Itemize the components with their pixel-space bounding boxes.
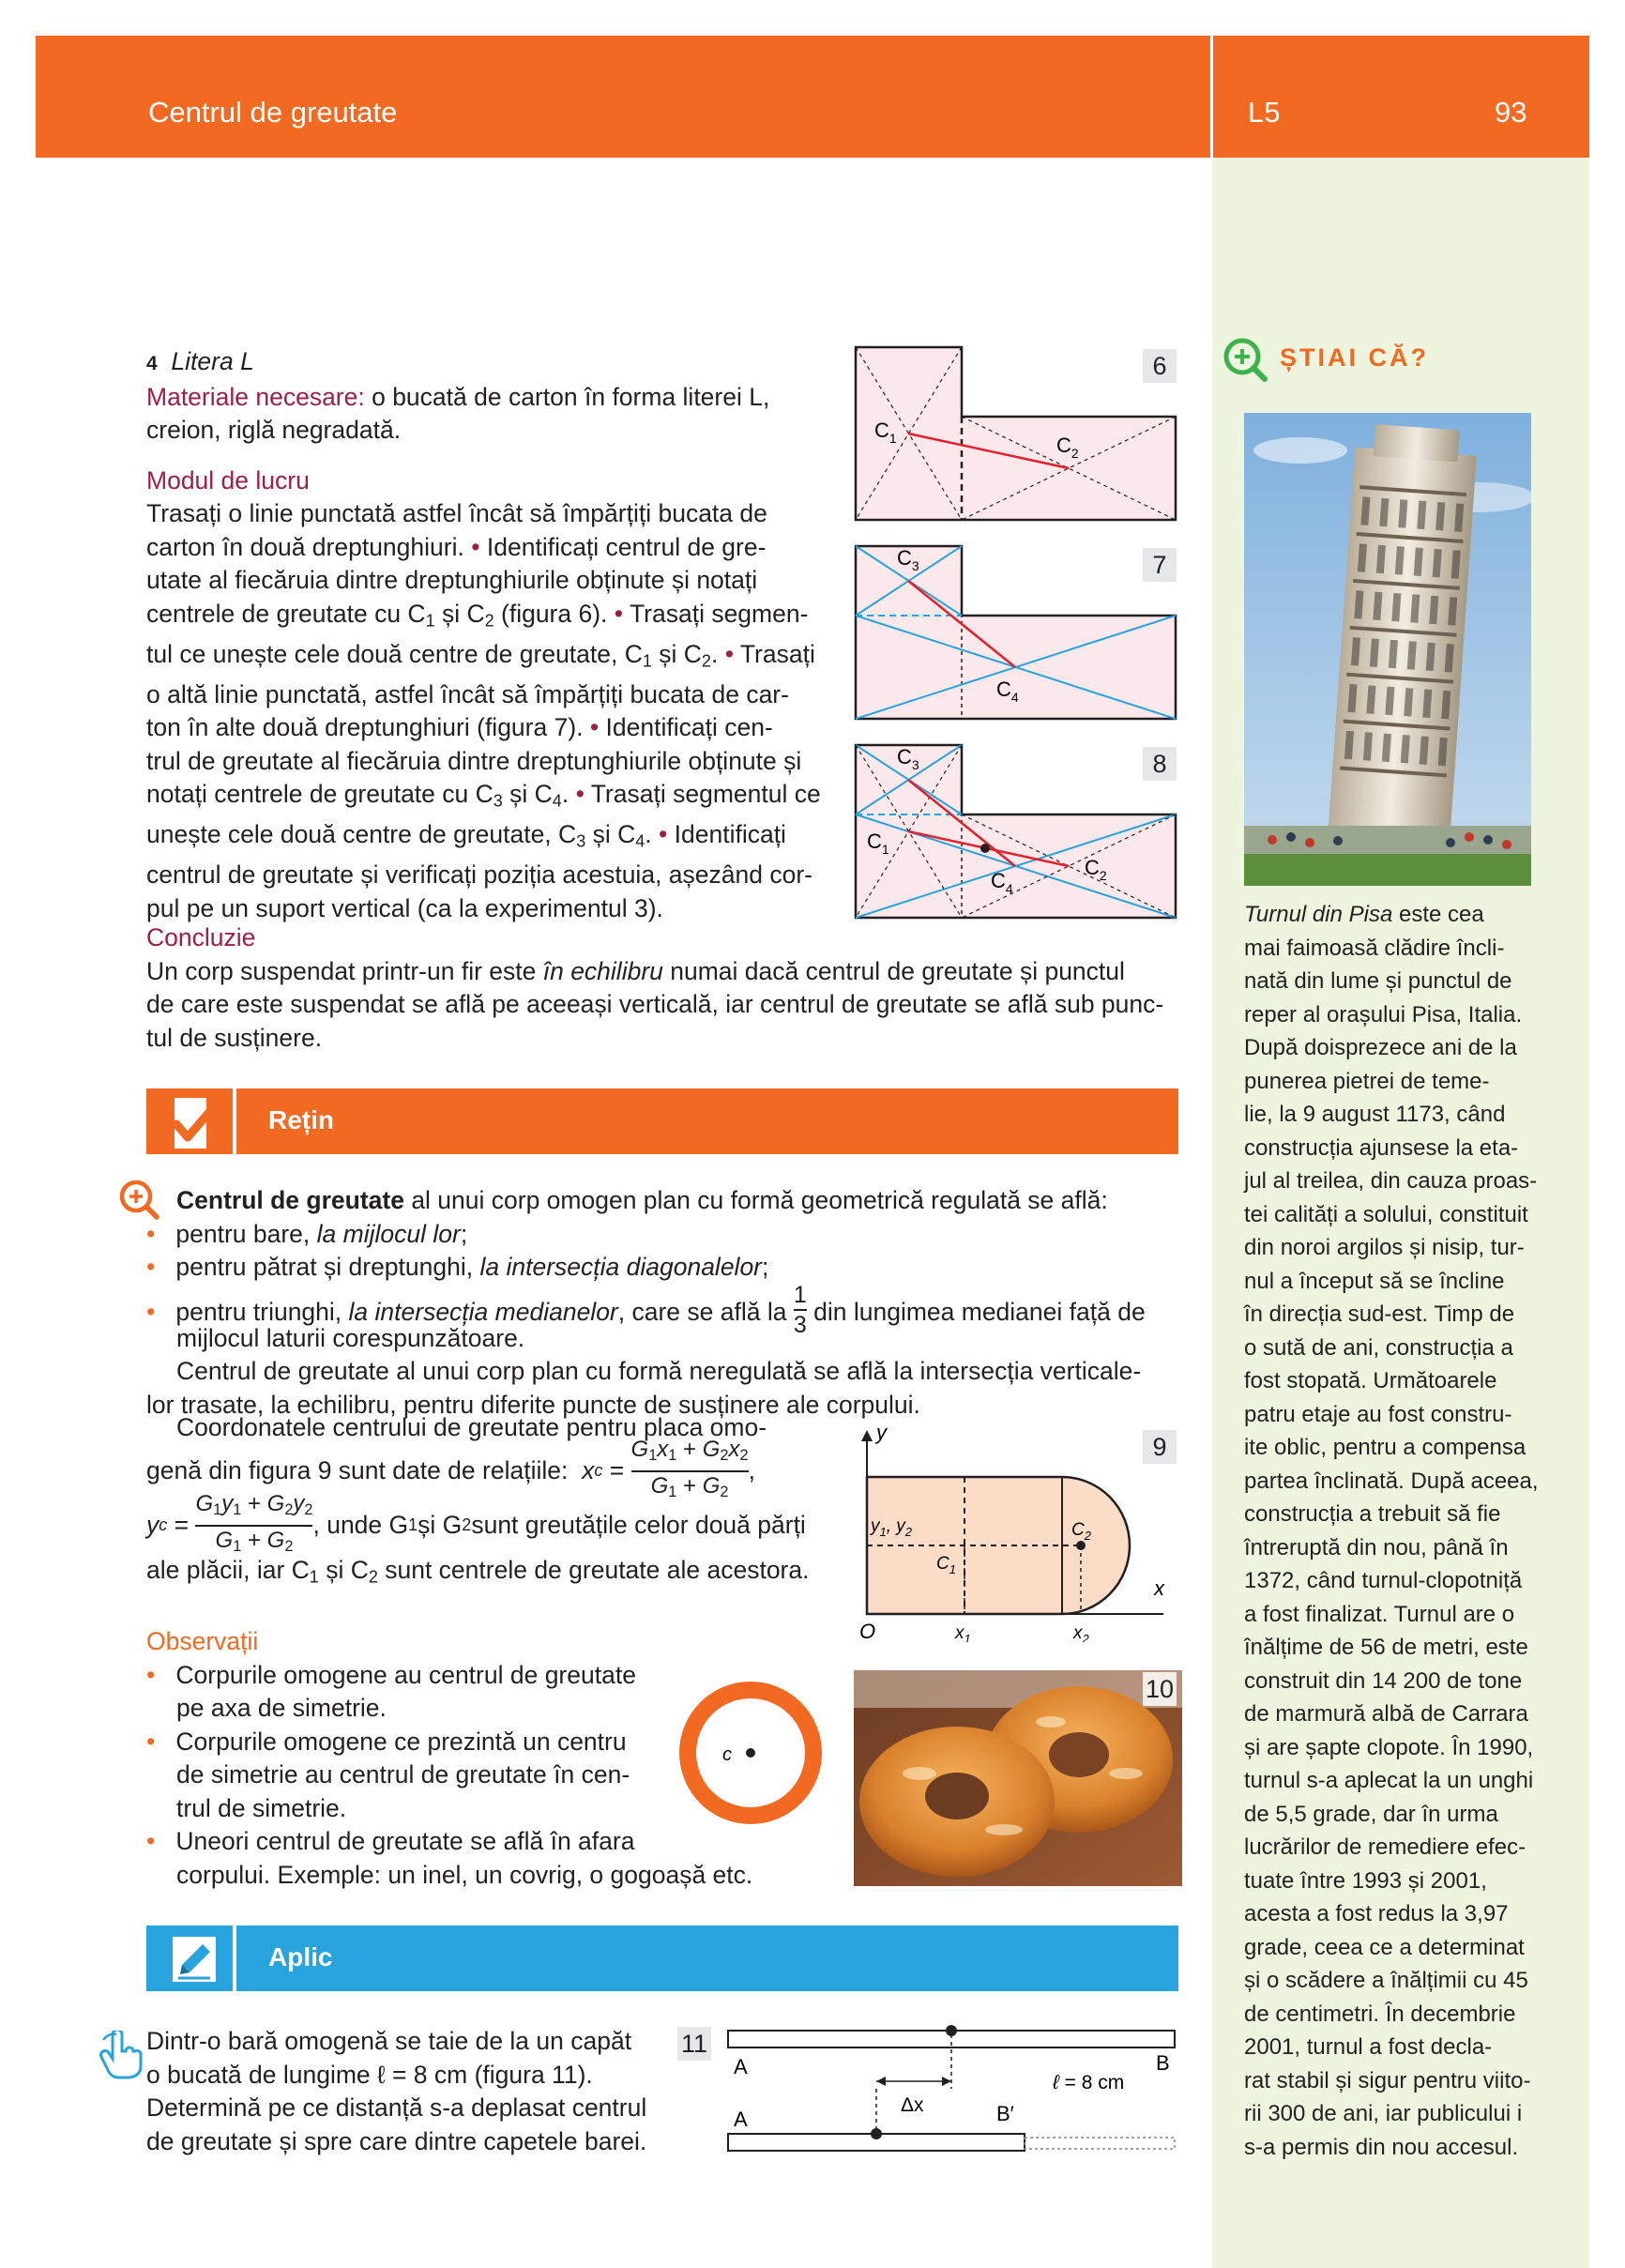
header-separator	[1210, 36, 1213, 158]
caption-line: reper al orașului Pisa, Italia.	[1244, 1001, 1523, 1027]
ring-figure	[676, 1678, 826, 1828]
caption-line: acesta a fost redus la 3,97	[1244, 1901, 1509, 1926]
conclusion-line-3: tul de susținere.	[146, 1023, 323, 1052]
method-line-7: ton în alte două dreptunghiuri (figura 7). • Identificați cen-	[146, 713, 773, 741]
caption-line: jul al treilea, din cauza proas-	[1244, 1168, 1538, 1194]
svg-text:A: A	[734, 2108, 748, 2131]
caption-line: construcția ajunsese la eta-	[1244, 1134, 1519, 1161]
method-line-8: trul de greutate al fiecăruia dintre dreptunghiurile obținute și	[146, 746, 802, 775]
svg-text:ℓ = 8 cm: ℓ = 8 cm	[1053, 2072, 1125, 2093]
caption-line: Turnul din Pisa este cea	[1244, 902, 1484, 927]
caption-line: 2001, turnul a fost decla-	[1244, 2034, 1493, 2060]
caption-line: turnul s-a aplecat la un unghi	[1244, 1768, 1534, 1793]
caption-line: în direcția sud-est. Timp de	[1244, 1301, 1515, 1327]
pencil-icon	[171, 1935, 218, 1984]
caption-line: construcția a trebuit să fie	[1244, 1501, 1501, 1527]
caption-line: înălțime de 56 de metri, este	[1244, 1635, 1528, 1660]
materials-text-2: creion, riglă negradată.	[146, 416, 402, 444]
caption-line: După doisprezece ani de la	[1244, 1035, 1517, 1060]
method-line-1: Trasați o linie punctată astfel încât să împărțiți bucata de	[146, 499, 767, 527]
method-line-2: carton în două dreptunghiuri. • Identificați centrul de gre-	[146, 532, 767, 561]
materials-text: o bucată de carton în forma literei L,	[364, 382, 770, 411]
pisa-tower-photo	[1244, 413, 1531, 886]
method-line-12: pul pe un suport vertical (ca la experimentul 3).	[146, 893, 663, 922]
caption-line: partea înclinată. După aceea,	[1244, 1468, 1539, 1494]
figure-number-11: 11	[677, 2027, 711, 2061]
svg-text:c: c	[722, 1744, 732, 1765]
caption-line: construit din 14 200 de tone	[1244, 1667, 1523, 1694]
figure-7	[856, 546, 1176, 719]
figure-11	[724, 2017, 1184, 2168]
caption-line: nul a început să se încline	[1244, 1268, 1505, 1294]
formula-paragraph: Coordonatele centrului de greutate pentru placa omo- genă din figura 9 sunt date de relațiile: x c = $\frac{G_1x_1 + G_2x_2}{G_1 + G_2}$ , y c = $\frac{G_1y_1 + G_2y_2}{G_1 + G_2}$ , unde G 1 și G 2 sunt greutățile celor două părți ale plăcii, iar $C_1$ și $C_2$ sunt centrele de greutate ale acestora.	[146, 1413, 810, 1586]
svg-text:C4: $C_4$	[996, 677, 1019, 705]
method-title: Modul de lucru	[146, 465, 310, 495]
caption-line: grade, ceea ce a determinat	[1244, 1934, 1525, 1960]
svg-text:C1: $C_1$	[874, 419, 897, 446]
section-4	[146, 345, 831, 925]
retin-content: Centrul de greutate al unui corp omogen plan cu formă geometrică regulată se află: • pentru bare, la mijlocul lor; • pentru pătrat și dreptunghi, la intersecția diagonalelor; • pentru triunghi, la intersecția medianelor, care se află la $\frac{1}{3}$ din lungimea medianei față de mijlocul laturii corespunzătoare. Centrul de greutate al unui corp plan cu formă neregulată se află la intersecția verticale- lor trasate, la echilibru, pentru diferite puncte de susținere ale corpului.	[146, 1186, 1146, 1419]
caption-line: 1372, când turnul-clopotniță	[1244, 1568, 1523, 1593]
pisa-caption	[1244, 898, 1563, 2164]
svg-text:C2: $C_2$	[1056, 434, 1079, 461]
figure-8	[856, 745, 1176, 918]
figure-number-7: 7	[1143, 548, 1177, 582]
figure-number-6: 6	[1143, 349, 1177, 383]
svg-text:C2: $C_2$	[1071, 1520, 1091, 1543]
svg-text:C2: $C_2$	[1085, 856, 1107, 883]
conclusion-line-2: de care este suspendat se află pe aceeași verticală, iar centrul de greutate se află sub punc-	[146, 990, 1164, 1018]
caption-line: din noroi argilos și nisip, tur-	[1244, 1235, 1525, 1260]
method-line-5: tul ce unește cele două centre de greutate, $C_1$ și $C_2$. • Trasați	[146, 639, 815, 670]
svg-text:Δx: Δx	[901, 2094, 924, 2116]
caption-line: punerea pietrei de teme-	[1244, 1068, 1490, 1094]
svg-text:B′: B′	[996, 2102, 1014, 2125]
figures-6-7-8	[854, 343, 1182, 925]
caption-line: o sută de ani, construcția a	[1244, 1334, 1513, 1361]
svg-text:x: x	[1154, 1576, 1164, 1600]
figure-number-10: 10	[1143, 1672, 1177, 1706]
page-header	[36, 36, 1589, 158]
figure-6	[856, 347, 1176, 520]
svg-text:x2: $x_2$	[1073, 1623, 1089, 1642]
method-line-11: centrul de greutate și verificați poziția acestuia, așezând cor-	[146, 860, 812, 889]
svg-text:C3: $C_3$	[897, 745, 919, 772]
caption-line: nată din lume și punctul de	[1244, 968, 1512, 994]
method-line-10: unește cele două centre de greutate, $C_3$ și $C_4$. • Identificați	[146, 820, 786, 851]
section-number: 4	[146, 353, 158, 374]
svg-text:B: B	[1156, 2051, 1170, 2075]
caption-line: de 5,5 grade, dar în urma	[1244, 1801, 1498, 1827]
page-number: 93	[1495, 96, 1527, 129]
svg-text:C3: $C_3$	[897, 546, 919, 573]
svg-text:y1, y2: $y_1$, $y_2$	[871, 1516, 913, 1539]
caption-line: lucrărilor de remediere efec-	[1244, 1834, 1526, 1860]
caption-line: de marmură albă de Carrara	[1244, 1701, 1528, 1727]
caption-line: rii 300 de ani, iar publicului i	[1244, 2101, 1523, 2126]
caption-line: de centimetri. În decembrie	[1244, 2001, 1516, 2027]
chapter-title: Centrul de greutate	[148, 96, 398, 129]
caption-line: lie, la 9 august 1173, când	[1244, 1102, 1506, 1127]
did-you-know-title: ȘTIAI CĂ?	[1280, 343, 1429, 372]
svg-text:A: A	[734, 2055, 748, 2078]
svg-text:C1: $C_1$	[867, 830, 889, 857]
caption-line: patru etaje au fost constru-	[1244, 1401, 1512, 1427]
materials-label: Materiale necesare:	[146, 382, 365, 411]
method-line-6: o altă linie punctată, astfel încât să împărțiți bucata de car-	[146, 679, 789, 708]
caption-line: tuate între 1993 și 2001,	[1244, 1867, 1487, 1894]
caption-line: s-a permis din nou accesul.	[1244, 2134, 1519, 2160]
method-line-4: centrele de greutate cu $C_1$ și $C_2$ (figura 6). • Trasați segmen-	[146, 599, 809, 630]
figure-number-9: 9	[1143, 1430, 1177, 1464]
caption-line: a fost finalizat. Turnul are o	[1244, 1601, 1515, 1627]
figure-9	[844, 1426, 1182, 1642]
aplic-title: Aplic	[268, 1942, 333, 1971]
svg-text:C1: $C_1$	[936, 1554, 956, 1576]
svg-text:O: O	[859, 1620, 876, 1642]
caption-line: întreruptă din nou, până în	[1244, 1534, 1509, 1560]
section-title: Litera L	[171, 347, 254, 375]
hand-pointer-icon	[99, 2031, 143, 2079]
figure-number-8: 8	[1143, 747, 1177, 781]
observations-title: Observații	[146, 1627, 259, 1655]
donuts-photo	[854, 1670, 1182, 1886]
caption-line: ite oblic, pentru a compensa	[1244, 1435, 1526, 1460]
method-line-9: notați centrele de greutate cu $C_3$ și $C_4$. • Trasați segmentul ce	[146, 780, 821, 811]
caption-line: și o scădere a înălțimii cu 45	[1244, 1968, 1528, 1993]
caption-line: tei calități a solului, constituit	[1244, 1201, 1528, 1227]
svg-text:y: y	[876, 1426, 887, 1444]
conclusion	[146, 921, 1178, 1055]
caption-line: fost stopată. Următoarele	[1244, 1368, 1497, 1393]
checkmark-icon	[173, 1105, 214, 1143]
caption-line: rat stabil și sigur pentru viito-	[1244, 2067, 1531, 2093]
conclusion-line-1: Un corp suspendat printr-un fir este în echilibru numai dacă centrul de greutate și punctul	[146, 956, 1125, 985]
svg-text:x1: $x_1$	[955, 1623, 971, 1642]
retin-title: Rețin	[268, 1105, 334, 1134]
caption-line: mai faimoasă clădire încli-	[1244, 935, 1505, 961]
did-you-know-icon	[1222, 336, 1268, 388]
caption-line: și are șapte clopote. În 1990,	[1244, 1734, 1534, 1760]
lesson-code: L5	[1248, 96, 1281, 129]
observations: Observații • Corpurile omogene au centrul de greutate pe axa de simetrie. • Corpurile omogene ce prezintă un centru de simetrie au centrul de greutate în cen- trul de simetrie. • Uneori centrul de greutate se află în afara corpului. Exemple: un inel, un covrig, o gogoașă etc.	[146, 1625, 803, 1892]
aplic-bar	[146, 1926, 1178, 1991]
method-line-3: utate al fiecăruia dintre dreptunghiurile obținute și notați	[146, 566, 758, 594]
retin-bar	[146, 1088, 1178, 1154]
conclusion-title: Concluzie	[146, 923, 256, 951]
svg-text:C4: $C_4$	[991, 869, 1013, 896]
aplic-text: Dintr-o bară omogenă se taie de la un capăt o bucată de lungime ℓ = 8 cm (figura 11). Determină pe ce distanță s-a deplasat centrul de greutate și spre care dintre capetele barei.	[146, 2027, 647, 2155]
